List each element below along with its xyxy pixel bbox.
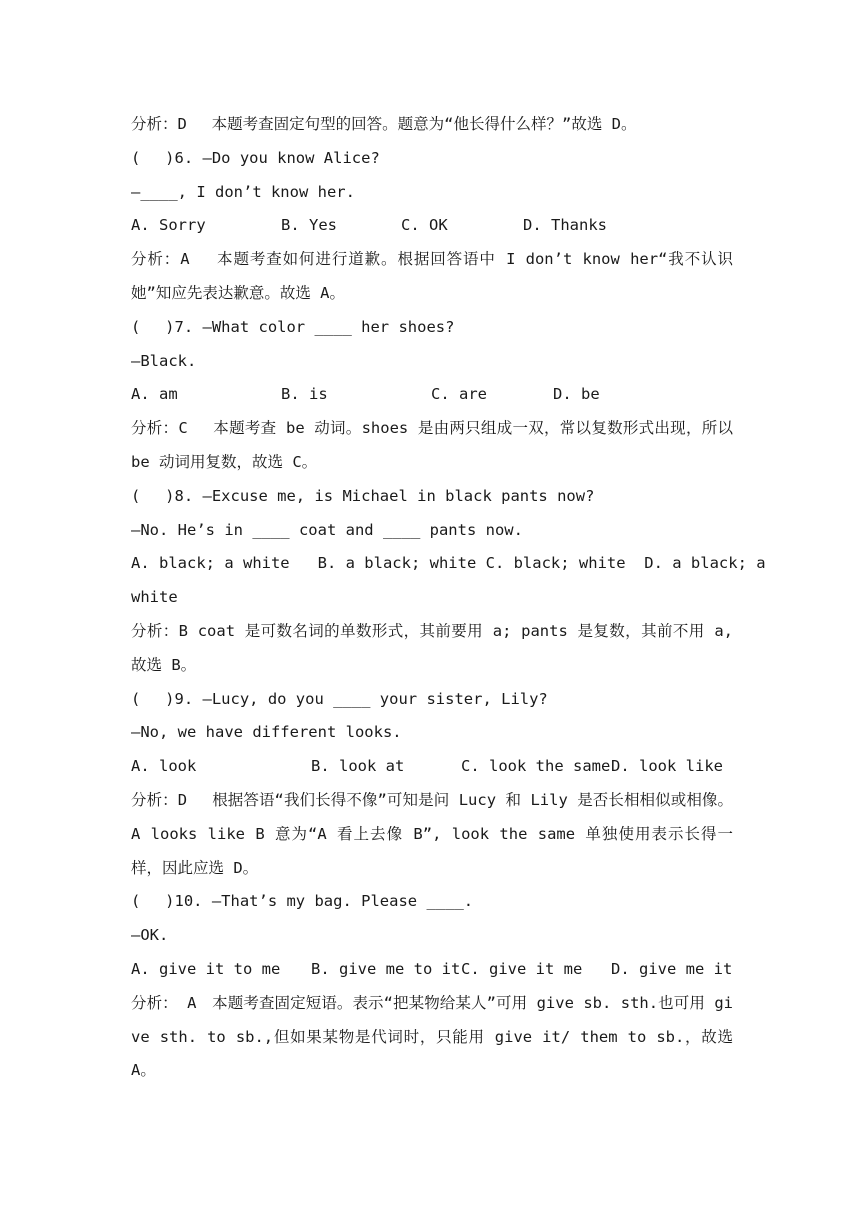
q6-analysis: 分析：A 本题考查如何进行道歉。根据回答语中 I don’t know her“我不认识她”知应先表达歉意。故选 A。 [131, 250, 733, 302]
q10-question: ( )10. —That’s my bag. Please ____. [131, 892, 474, 911]
q6-option-b: B. Yes [281, 216, 337, 235]
q6-reply: —____, I don’t know her. [131, 182, 355, 201]
q9-analysis: 分析：D 根据答语“我们长得不像”可知是问 Lucy 和 Lily 是否长相相似或相像。 A looks like B 意为“A 看上去像 B”, look the same 单独使用表示长得一样，因此应选 D。 [131, 790, 733, 877]
q9-option-b: B. look at [311, 757, 405, 776]
q9-options [131, 750, 733, 784]
q7-question: ( )7. —What color ____ her shoes? [131, 317, 455, 336]
q9-option-d: D. look like [611, 757, 723, 776]
q7-option-b: B. is [281, 385, 328, 404]
q8-analysis: 分析：B coat 是可数名词的单数形式，其前要用 a; pants 是复数，其前不用 a, 故选 B。 [131, 621, 733, 674]
q9-reply: —No, we have different looks. [131, 723, 402, 742]
q10-option-c: C. give it me [461, 959, 583, 978]
q6-options [131, 209, 733, 243]
q10-analysis: 分析： A 本题考查固定短语。表示“把某物给某人”可用 give sb. sth.也可用 give sth. to sb.,但如果某物是代词时，只能用 give it/ them to sb.，故选 A。 [131, 993, 733, 1080]
q7-option-c: C. are [431, 385, 487, 404]
q8-options-line-2: white [131, 588, 178, 607]
q9-option-a: A. look [131, 757, 197, 776]
q9-option-c: C. look the same [461, 757, 611, 776]
q8-question: ( )8. —Excuse me, is Michael in black pants now? [131, 486, 595, 505]
document-page [131, 108, 766, 1088]
q8-options-line-1: A. black; a white B. a black; white C. black; white D. a black; a [131, 554, 766, 573]
q7-reply: —Black. [131, 351, 197, 370]
q6-question: ( )6. —Do you know Alice? [131, 148, 380, 167]
q7-option-a: A. am [131, 385, 178, 404]
q8-reply: —No. He’s in ____ coat and ____ pants now. [131, 520, 523, 539]
q10-option-b: B. give me to it [311, 959, 461, 978]
q10-option-a: A. give it to me [131, 959, 281, 978]
q10-option-d: D. give me it [611, 959, 733, 978]
q10-reply: —OK. [131, 926, 169, 945]
q6-option-a: A. Sorry [131, 216, 206, 235]
q7-analysis: 分析：C 本题考查 be 动词。shoes 是由两只组成一双，常以复数形式出现，所以 be 动词用复数，故选 C。 [131, 419, 733, 471]
q6-option-d: D. Thanks [523, 216, 607, 235]
q10-options [131, 953, 733, 987]
q5-analysis: 分析：D 本题考查固定句型的回答。题意为“他长得什么样？”故选 D。 [131, 115, 637, 133]
q7-options [131, 378, 733, 412]
q7-option-d: D. be [553, 385, 600, 404]
q6-option-c: C. OK [401, 216, 448, 235]
q9-question: ( )9. —Lucy, do you ____ your sister, Lily? [131, 689, 548, 708]
